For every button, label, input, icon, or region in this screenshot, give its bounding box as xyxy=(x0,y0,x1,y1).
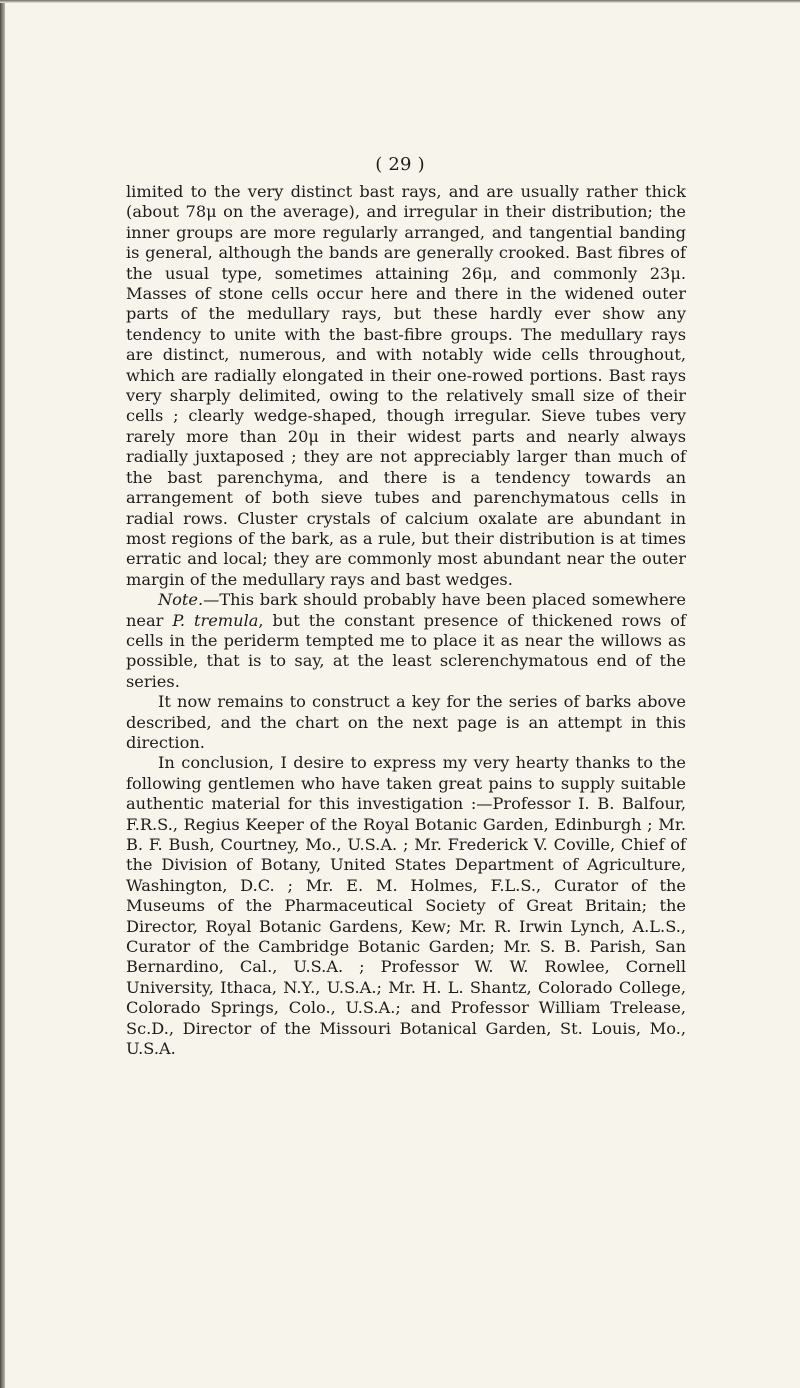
paragraph-acknowledgements: In conclusion, I desire to express my very hearty thanks to the following gentlemen who have taken great pains to supply suitable authentic material for this investigation :—Professor I. B. Balfour, F.R.S., Regius Keeper of the Royal Botanic Garden, Edinburgh ; Mr. B. F. Bush, Courtney, Mo., U.S.A. ; Mr. Frederick V. Coville, Chief of the Division of Botany, United States Department of Agriculture, Washington, D.C. ; Mr. E. M. Holmes, F.L.S., Curator of the Museums of the Pharmaceutical Society of Great Britain; the Director, Royal Botanic Gardens, Kew; Mr. R. Irwin Lynch, A.L.S., Curator of the Cambridge Botanic Garden; Mr. S. B. Parish, San Bernardino, Cal., U.S.A. ; Professor W. W. Rowlee, Cornell University, Ithaca, N.Y., U.S.A.; Mr. H. L. Shantz, Colorado College, Colorado Springs, Colo., U.S.A.; and Professor William Trelease, Sc.D., Director of the Missouri Botanical Garden, St. Louis, Mo., U.S.A. xyxy=(126,753,686,1059)
note-text-before-species: —This bark should probably have been placed somewhere near xyxy=(126,590,686,630)
paragraph-note xyxy=(126,590,686,692)
note-text-after-species: , but the constant presence of thickened rows of cells in the periderm tempted me to place it as near the willows as possible, that is to say, at the least sclerenchymatous end of the series. xyxy=(126,610,687,691)
paragraph-bark-description: limited to the very distinct bast rays, and are usually rather thick (about 78μ on the average), and irregular in their distribution; the inner groups are more regularly arranged, and tangential banding is general, although the bands are generally crooked. Bast fibres of the usual type, sometimes attaining 26μ, and commonly 23μ. Masses of stone cells occur here and there in the widened outer parts of the medullary rays, but these hardly ever show any tendency to unite with the bast-fibre groups. The medullary rays are distinct, numerous, and with notably wide cells throughout, which are radially elongated in their one-rowed portions. Bast rays very sharply delimited, owing to the relatively small size of their cells ; clearly wedge-shaped, though irregular. Sieve tubes very rarely more than 20μ in their widest parts and nearly always radially juxtaposed ; they are not appreciably larger than much of the bast parenchyma, and there is a tendency towards an arrangement of both sieve tubes and parenchymatous cells in radial rows. Cluster crystals of calcium oxalate are abundant in most regions of the bark, as a rule, but their distribution is at times erratic and local; they are commonly most abundant near the outer margin of the medullary rays and bast wedges. xyxy=(126,182,686,589)
page-number: ( 29 ) xyxy=(375,154,425,175)
scan-top-edge xyxy=(0,0,800,3)
body-text xyxy=(126,182,686,1059)
scan-left-edge xyxy=(0,0,5,1388)
species-name: P. tremula xyxy=(172,610,259,630)
paragraph-key-construction: It now remains to construct a key for the series of barks above described, and the chart on the next page is an attempt in this direction. xyxy=(126,692,686,752)
note-label: Note. xyxy=(158,590,204,610)
